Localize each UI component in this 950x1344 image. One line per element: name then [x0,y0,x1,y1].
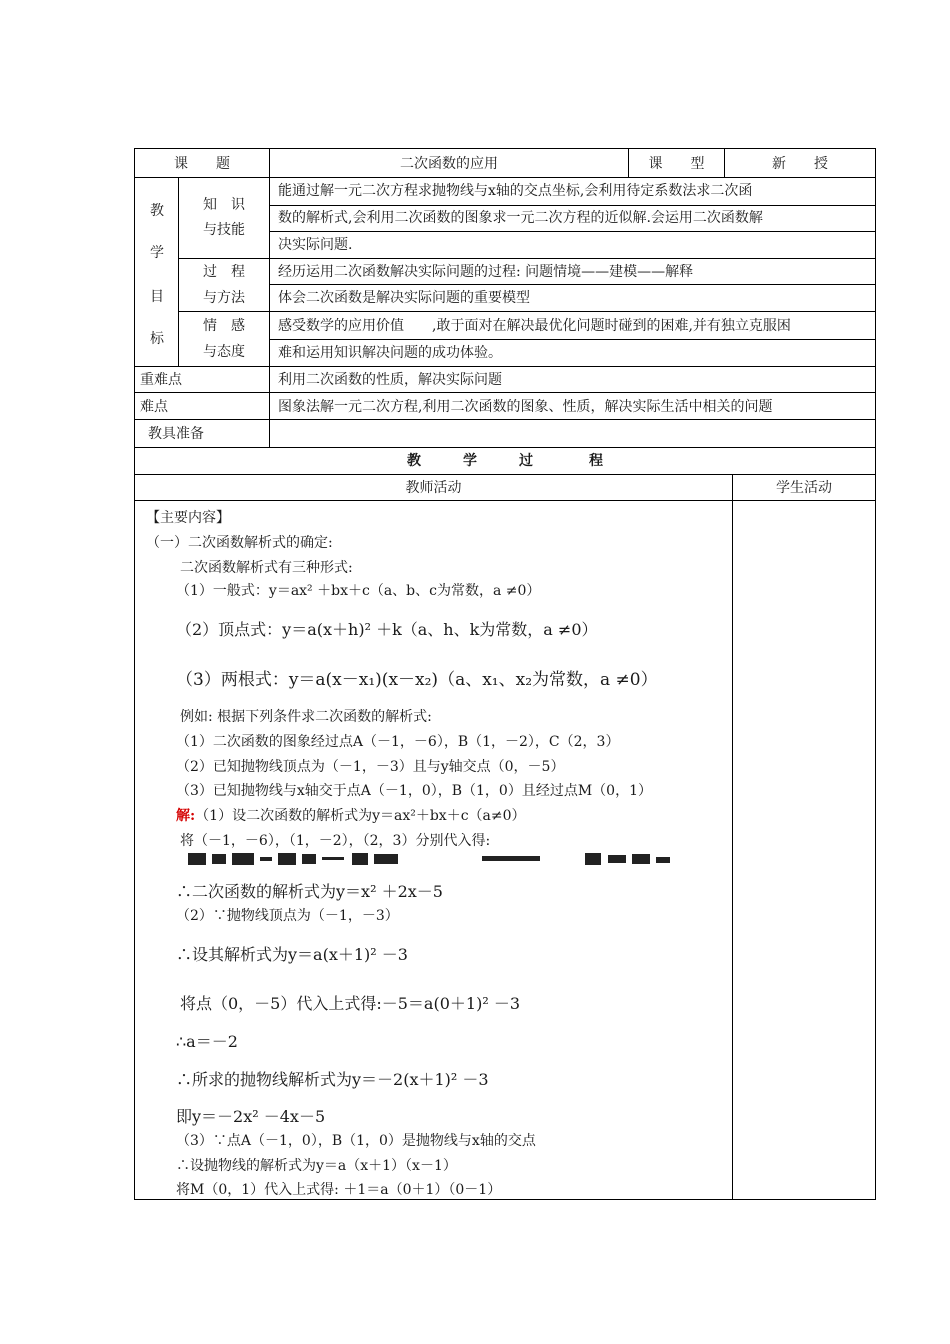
row-divider [269,339,876,340]
example-intro: 例如: 根据下列条件求二次函数的解析式: [180,709,432,725]
form-roots: （3）两根式：y＝a(x－x₁)(x－x₂)（a、x₁、x₂为常数，a ≠0） [176,670,658,690]
knowledge-label-1: 知 识 [203,197,245,213]
row-divider [134,500,876,501]
difficult-points-label: 难点 [140,399,168,415]
form-vertex: （2）顶点式：y＝a(x＋h)² ＋k（a、h、k为常数，a ≠0） [176,620,598,639]
content-heading: 【主要内容】 [146,510,230,526]
student-activity-header: 学生活动 [776,480,832,496]
row-divider [134,474,876,475]
equation-system-graphic [180,851,680,867]
key-points-value: 利用二次函数的性质，解决实际问题 [278,372,502,388]
teaching-aids-label: 教具准备 [148,426,204,442]
teacher-activity-header: 教师活动 [405,480,462,496]
row-divider [269,205,876,206]
example-2: （2）已知抛物线顶点为（－1，－3）且与y轴交点（0，－5） [176,759,565,775]
type-label: 课 型 [648,156,705,172]
attitude-label-1: 情 感 [203,318,245,334]
result-2-expanded: 即y＝－2x² －4x－5 [176,1107,326,1126]
knowledge-text-2: 数的解析式,会利用二次函数的图象求一元二次方程的近似解.会运用二次函数解 [278,210,763,226]
row-divider [178,311,876,312]
form-general: （1）一般式：y＝ax² ＋bx＋c（a、b、c为常数，a ≠0） [176,583,541,599]
table-bottom-border [134,1199,876,1200]
topic-label: 课 题 [174,156,230,172]
type-value: 新 授 [772,156,828,172]
result-2: ∴所求的抛物线解析式为y＝－2(x＋1)² －3 [176,1070,489,1089]
table-top-border [134,148,876,149]
row-divider [269,231,876,232]
row-divider [134,419,876,420]
knowledge-text-3: 决实际问题. [278,237,353,253]
attitude-label-2: 与态度 [203,344,245,360]
solution-1-text: （1）设二次函数的解析式为y＝ax²＋bx＋c（a≠0） [195,808,526,824]
difficult-points-value: 图象法解一元二次方程,利用二次函数的图象、性质，解决实际生活中相关的问题 [278,399,773,415]
process-label-1: 过 程 [203,264,245,280]
row-divider [269,284,876,285]
setup-2: ∴设其解析式为y＝a(x＋1)² －3 [176,945,408,964]
substitution-2: 将点（0，－5）代入上式得:－5＝a(0＋1)² －3 [180,994,520,1013]
col-divider [269,148,270,447]
knowledge-label-2: 与技能 [203,222,245,238]
process-label-2: 与方法 [203,290,245,306]
solution-3: （3）∵点A（－1，0），B（1，0）是抛物线与x轴的交点 [176,1133,536,1149]
process-text-1: 经历运用二次函数解决实际问题的过程: 问题情境——建模——解释 [278,264,694,280]
objectives-label-4: 标 [150,331,164,347]
process-title: 教 学 过 程 [407,453,603,469]
objectives-label-3: 目 [150,289,164,305]
solution-2: （2）∵抛物线顶点为（－1，－3） [176,908,399,924]
process-text-2: 体会二次函数是解决实际问题的重要模型 [278,290,530,306]
key-points-label: 重难点 [140,372,182,388]
example-1: （1）二次函数的图象经过点A（－1，－6），B（1，－2），C（2，3） [176,734,620,750]
knowledge-text-1: 能通过解一元二次方程求抛物线与x轴的交点坐标,会利用待定系数法求二次函 [278,183,753,199]
objectives-label-1: 教 [150,203,164,219]
substitution-1: 将（－1，－6），（1，－2），（2，3）分别代入得: [180,833,491,849]
result-1: ∴二次函数的解析式为y＝x² ＋2x－5 [176,882,443,901]
col-divider [732,474,733,1200]
attitude-text-1: 感受数学的应用价值 ,敢于面对在解决最优化问题时碰到的困难,并有独立克服困 [278,318,791,334]
objectives-label-2: 学 [150,245,164,261]
example-3: （3）已知抛物线与x轴交于点A（－1，0），B（1，0）且经过点M（0，1） [176,783,652,799]
substitution-3: 将M（0，1）代入上式得: ＋1＝a（0＋1）（0－1） [176,1182,502,1198]
table-left-border [134,148,135,1200]
row-divider [134,177,876,178]
forms-intro: 二次函数解析式有三种形式: [180,560,353,576]
setup-3: ∴设抛物线的解析式为y＝a（x＋1）（x－1） [176,1158,457,1174]
row-divider [134,447,876,448]
row-divider [178,258,876,259]
solution-1 [176,805,526,825]
row-divider [134,366,876,367]
section-title: （一）二次函数解析式的确定: [146,535,333,551]
a-value: ∴a＝－2 [176,1032,238,1051]
attitude-text-2: 难和运用知识解决问题的成功体验。 [278,345,502,361]
topic-value: 二次函数的应用 [400,156,498,172]
table-right-border [875,148,876,1200]
solution-label: 解: [176,808,196,824]
row-divider [134,392,876,393]
